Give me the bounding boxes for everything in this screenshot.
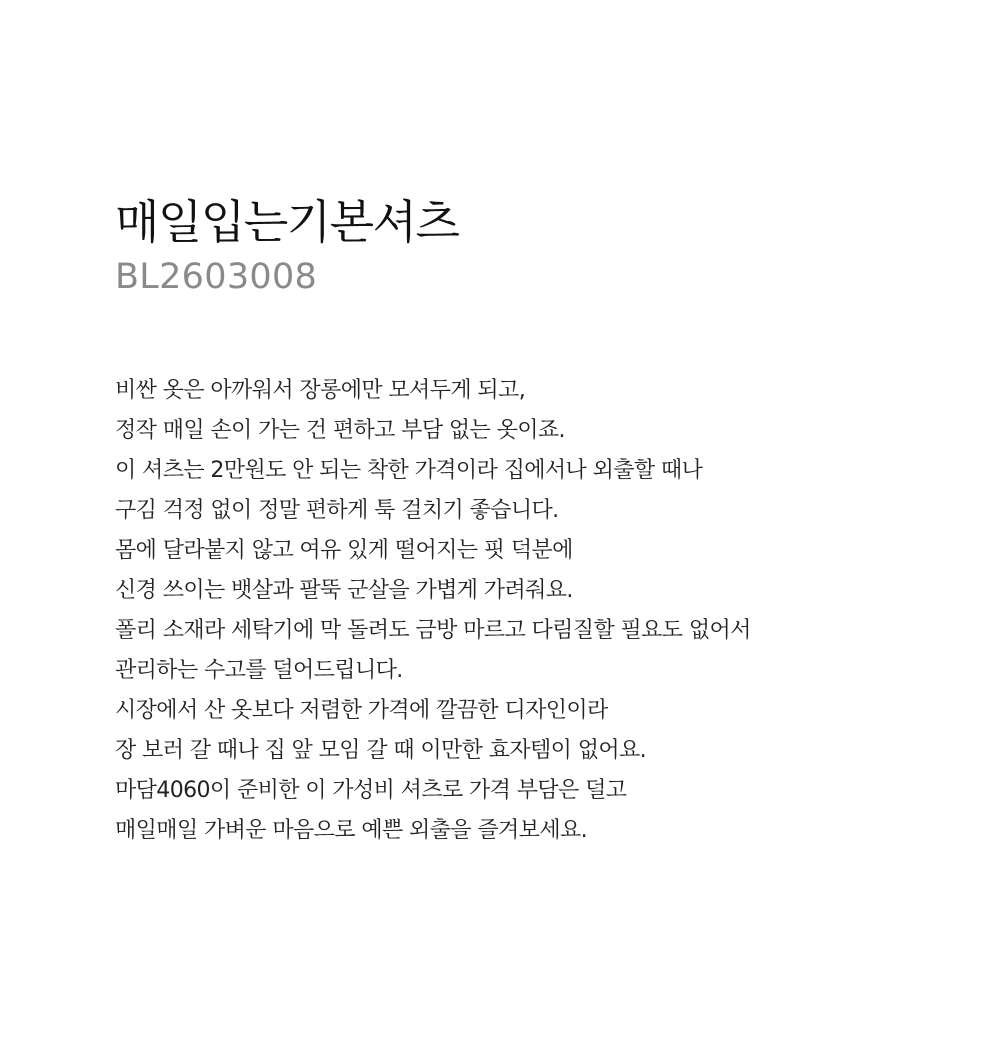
description-line: 관리하는 수고를 덜어드립니다. — [115, 658, 403, 683]
description-line: 장 보러 갈 때나 집 앞 모임 갈 때 이만한 효자템이 없어요. — [115, 738, 647, 763]
description-line: 매일매일 가벼운 마음으로 예쁜 외출을 즐겨보세요. — [115, 818, 588, 843]
product-description — [115, 371, 975, 851]
description-line: 시장에서 산 옷보다 저렴한 가격에 깔끔한 디자인이라 — [115, 698, 608, 723]
description-line: 폴리 소재라 세탁기에 막 돌려도 금방 마르고 다림질할 필요도 없어서 — [115, 618, 751, 643]
description-line: 정작 매일 손이 가는 건 편하고 부담 없는 옷이죠. — [115, 418, 565, 443]
description-line: 신경 쓰이는 뱃살과 팔뚝 군살을 가볍게 가려줘요. — [115, 578, 573, 603]
description-line: 마담4060이 준비한 이 가성비 셔츠로 가격 부담은 덜고 — [115, 778, 627, 803]
product-code: BL2603008 — [115, 257, 318, 297]
product-title: 매일입는기본셔츠 — [115, 195, 459, 249]
description-line: 몸에 달라붙지 않고 여유 있게 떨어지는 핏 덕분에 — [115, 538, 573, 563]
product-header — [115, 190, 975, 302]
description-line: 구김 걱정 없이 정말 편하게 툭 걸치기 좋습니다. — [115, 498, 559, 523]
description-line: 이 셔츠는 2만원도 안 되는 착한 가격이라 집에서나 외출할 때나 — [115, 458, 703, 483]
description-line: 비싼 옷은 아까워서 장롱에만 모셔두게 되고, — [115, 378, 526, 403]
